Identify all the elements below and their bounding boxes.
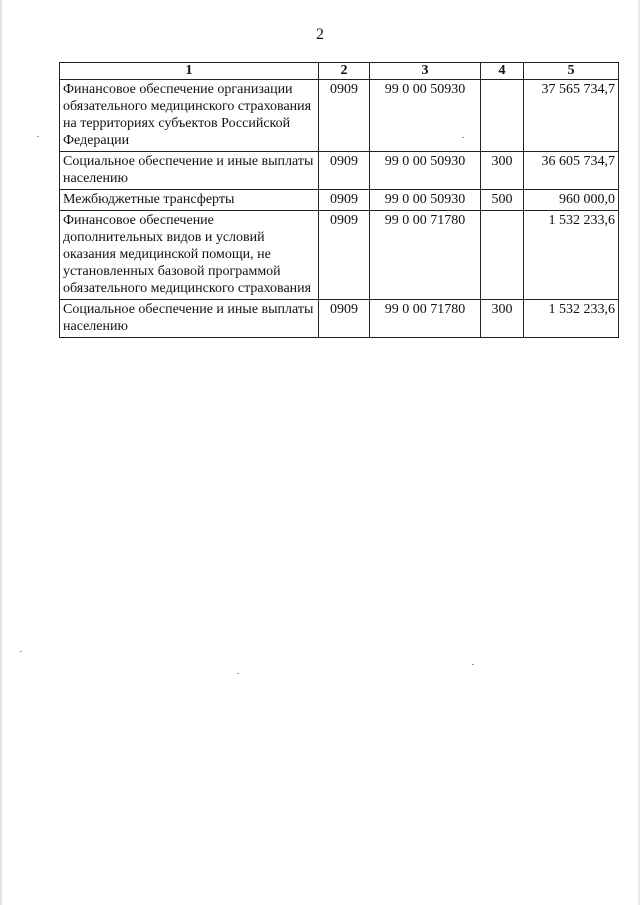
row-code: 99 0 00 50930: [370, 80, 481, 152]
row-section: 0909: [319, 152, 370, 190]
table-row: [60, 190, 619, 211]
row-type: [481, 80, 524, 152]
row-code: 99 0 00 71780: [370, 211, 481, 300]
page-edge-left: [0, 0, 3, 905]
column-header-5: 5: [524, 63, 619, 80]
row-name: Финансовое обеспечение дополнительных видов и условий оказания медицинской помощи, не установленных базовой программой обязательного медицинского страхования: [60, 211, 319, 300]
row-section: 0909: [319, 211, 370, 300]
table-row: [60, 211, 619, 300]
row-amount: 1 532 233,6: [524, 211, 619, 300]
row-name: Социальное обеспечение и иные выплаты населению: [60, 152, 319, 190]
row-code: 99 0 00 50930: [370, 190, 481, 211]
row-type: 500: [481, 190, 524, 211]
row-name: Социальное обеспечение и иные выплаты населению: [60, 300, 319, 338]
scan-speck: [462, 137, 464, 138]
table-row: [60, 300, 619, 338]
row-section: 0909: [319, 190, 370, 211]
row-type: 300: [481, 300, 524, 338]
scan-speck: [20, 651, 22, 652]
row-section: 0909: [319, 300, 370, 338]
column-header-2: 2: [319, 63, 370, 80]
row-amount: 960 000,0: [524, 190, 619, 211]
budget-table: [59, 62, 619, 338]
scan-speck: [37, 136, 39, 137]
row-amount: 36 605 734,7: [524, 152, 619, 190]
row-code: 99 0 00 71780: [370, 300, 481, 338]
column-header-4: 4: [481, 63, 524, 80]
row-type: 300: [481, 152, 524, 190]
scan-speck: [472, 664, 474, 665]
row-name: Финансовое обеспечение организации обязательного медицинского страхования на территориях субъектов Российской Федерации: [60, 80, 319, 152]
row-section: 0909: [319, 80, 370, 152]
table-row: [60, 80, 619, 152]
row-name: Межбюджетные трансферты: [60, 190, 319, 211]
row-code: 99 0 00 50930: [370, 152, 481, 190]
column-header-1: 1: [60, 63, 319, 80]
row-amount: 1 532 233,6: [524, 300, 619, 338]
table-row: [60, 152, 619, 190]
row-type: [481, 211, 524, 300]
page-number: 2: [316, 26, 324, 43]
table-header-row: [60, 63, 619, 80]
scan-speck: [237, 673, 239, 674]
row-amount: 37 565 734,7: [524, 80, 619, 152]
column-header-3: 3: [370, 63, 481, 80]
